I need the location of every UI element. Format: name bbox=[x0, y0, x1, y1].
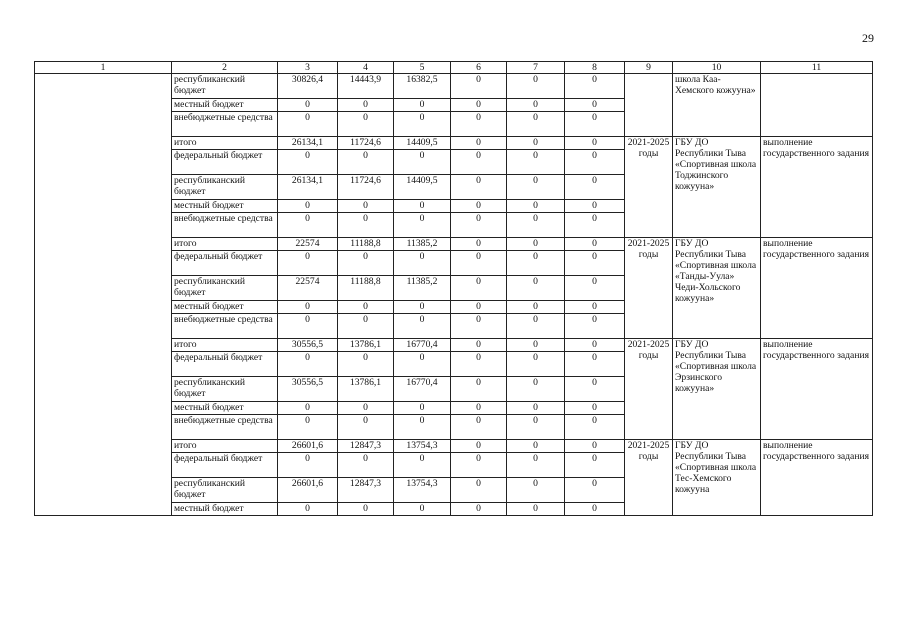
cell-funding-source: республиканский бюджет bbox=[172, 175, 278, 200]
cell-funding-source: местный бюджет bbox=[172, 503, 278, 516]
cell-funding-source: местный бюджет bbox=[172, 99, 278, 112]
cell-c3: 0 bbox=[278, 251, 338, 276]
column-header: 8 bbox=[565, 62, 625, 74]
cell-c8: 0 bbox=[565, 150, 625, 175]
cell-funding-source: федеральный бюджет bbox=[172, 453, 278, 478]
cell-c7: 0 bbox=[507, 74, 565, 99]
cell-funding-source: республиканский бюджет bbox=[172, 276, 278, 301]
cell-c8: 0 bbox=[565, 314, 625, 339]
cell-c4: 0 bbox=[338, 402, 394, 415]
cell-c6: 0 bbox=[451, 74, 507, 99]
cell-c7: 0 bbox=[507, 402, 565, 415]
cell-c6: 0 bbox=[451, 352, 507, 377]
cell-c7: 0 bbox=[507, 276, 565, 301]
column-header: 6 bbox=[451, 62, 507, 74]
cell-funding-source: внебюджетные средства bbox=[172, 213, 278, 238]
cell-c6: 0 bbox=[451, 175, 507, 200]
page-number: 29 bbox=[862, 31, 874, 45]
cell-executor: ГБУ ДО Республики Тыва «Спортивная школа Тоджинского кожууна» bbox=[673, 137, 761, 238]
cell-c5: 0 bbox=[394, 112, 451, 137]
cell-blank bbox=[35, 74, 172, 516]
cell-c5: 13754,3 bbox=[394, 478, 451, 503]
cell-c4: 0 bbox=[338, 314, 394, 339]
cell-c4: 11188,8 bbox=[338, 238, 394, 251]
cell-c6: 0 bbox=[451, 377, 507, 402]
cell-c4: 11724,6 bbox=[338, 175, 394, 200]
cell-c5: 0 bbox=[394, 251, 451, 276]
cell-c8: 0 bbox=[565, 112, 625, 137]
cell-c6: 0 bbox=[451, 112, 507, 137]
cell-c8: 0 bbox=[565, 402, 625, 415]
cell-c7: 0 bbox=[507, 112, 565, 137]
cell-period: 2021-2025 годы bbox=[625, 339, 673, 440]
cell-period bbox=[625, 74, 673, 137]
cell-c5: 0 bbox=[394, 150, 451, 175]
cell-c7: 0 bbox=[507, 415, 565, 440]
cell-c8: 0 bbox=[565, 200, 625, 213]
cell-c5: 14409,5 bbox=[394, 175, 451, 200]
cell-c3: 26134,1 bbox=[278, 175, 338, 200]
cell-c7: 0 bbox=[507, 352, 565, 377]
cell-c6: 0 bbox=[451, 453, 507, 478]
cell-c5: 16382,5 bbox=[394, 74, 451, 99]
cell-c5: 0 bbox=[394, 402, 451, 415]
cell-c3: 0 bbox=[278, 314, 338, 339]
cell-c4: 11188,8 bbox=[338, 276, 394, 301]
cell-c5: 16770,4 bbox=[394, 377, 451, 402]
cell-c5: 0 bbox=[394, 352, 451, 377]
cell-funding-source: местный бюджет bbox=[172, 200, 278, 213]
cell-c5: 16770,4 bbox=[394, 339, 451, 352]
cell-c4: 12847,3 bbox=[338, 440, 394, 453]
cell-c8: 0 bbox=[565, 251, 625, 276]
column-header: 7 bbox=[507, 62, 565, 74]
cell-c6: 0 bbox=[451, 402, 507, 415]
cell-c4: 0 bbox=[338, 200, 394, 213]
cell-c7: 0 bbox=[507, 503, 565, 516]
cell-c8: 0 bbox=[565, 440, 625, 453]
column-header: 3 bbox=[278, 62, 338, 74]
cell-c5: 0 bbox=[394, 301, 451, 314]
cell-c8: 0 bbox=[565, 478, 625, 503]
cell-c5: 13754,3 bbox=[394, 440, 451, 453]
cell-c8: 0 bbox=[565, 301, 625, 314]
cell-c8: 0 bbox=[565, 175, 625, 200]
cell-c3: 22574 bbox=[278, 276, 338, 301]
cell-c6: 0 bbox=[451, 301, 507, 314]
cell-c8: 0 bbox=[565, 339, 625, 352]
cell-c7: 0 bbox=[507, 150, 565, 175]
cell-c4: 0 bbox=[338, 453, 394, 478]
cell-c6: 0 bbox=[451, 314, 507, 339]
cell-c5: 0 bbox=[394, 200, 451, 213]
cell-funding-source: республиканский бюджет bbox=[172, 478, 278, 503]
cell-c6: 0 bbox=[451, 238, 507, 251]
cell-c7: 0 bbox=[507, 200, 565, 213]
cell-c6: 0 bbox=[451, 440, 507, 453]
column-header: 10 bbox=[673, 62, 761, 74]
cell-c7: 0 bbox=[507, 339, 565, 352]
cell-c6: 0 bbox=[451, 200, 507, 213]
cell-c6: 0 bbox=[451, 339, 507, 352]
cell-c4: 14443,9 bbox=[338, 74, 394, 99]
cell-executor: ГБУ ДО Республики Тыва «Спортивная школа «Танды-Уула» Чеди-Хольского кожууна» bbox=[673, 238, 761, 339]
cell-c8: 0 bbox=[565, 503, 625, 516]
cell-funding-source: федеральный бюджет bbox=[172, 251, 278, 276]
cell-c7: 0 bbox=[507, 99, 565, 112]
cell-result: выполнение государственного задания bbox=[761, 238, 873, 339]
cell-c3: 0 bbox=[278, 301, 338, 314]
column-header: 2 bbox=[172, 62, 278, 74]
cell-funding-source: федеральный бюджет bbox=[172, 150, 278, 175]
cell-c4: 0 bbox=[338, 112, 394, 137]
cell-c7: 0 bbox=[507, 301, 565, 314]
cell-c3: 0 bbox=[278, 402, 338, 415]
cell-c3: 0 bbox=[278, 352, 338, 377]
column-header: 1 bbox=[35, 62, 172, 74]
cell-c4: 0 bbox=[338, 352, 394, 377]
cell-c3: 0 bbox=[278, 99, 338, 112]
cell-c3: 30826,4 bbox=[278, 74, 338, 99]
cell-c7: 0 bbox=[507, 377, 565, 402]
column-header: 5 bbox=[394, 62, 451, 74]
cell-c7: 0 bbox=[507, 478, 565, 503]
cell-c7: 0 bbox=[507, 213, 565, 238]
budget-table bbox=[34, 61, 873, 516]
cell-c5: 0 bbox=[394, 503, 451, 516]
cell-c4: 0 bbox=[338, 301, 394, 314]
cell-c5: 11385,2 bbox=[394, 238, 451, 251]
cell-c8: 0 bbox=[565, 377, 625, 402]
cell-c8: 0 bbox=[565, 213, 625, 238]
cell-period: 2021-2025 годы bbox=[625, 238, 673, 339]
cell-c7: 0 bbox=[507, 175, 565, 200]
cell-c4: 0 bbox=[338, 150, 394, 175]
cell-c5: 0 bbox=[394, 415, 451, 440]
cell-c4: 11724,6 bbox=[338, 137, 394, 150]
cell-funding-source: внебюджетные средства bbox=[172, 314, 278, 339]
cell-c6: 0 bbox=[451, 478, 507, 503]
cell-c5: 0 bbox=[394, 314, 451, 339]
cell-c7: 0 bbox=[507, 453, 565, 478]
cell-c6: 0 bbox=[451, 415, 507, 440]
cell-result: выполнение государственного задания bbox=[761, 440, 873, 516]
cell-funding-source: республиканский бюджет bbox=[172, 74, 278, 99]
cell-c7: 0 bbox=[507, 251, 565, 276]
cell-c3: 0 bbox=[278, 453, 338, 478]
cell-c6: 0 bbox=[451, 150, 507, 175]
cell-executor: ГБУ ДО Республики Тыва «Спортивная школа Тес-Хемского кожууна bbox=[673, 440, 761, 516]
cell-funding-source: федеральный бюджет bbox=[172, 352, 278, 377]
cell-period: 2021-2025 годы bbox=[625, 137, 673, 238]
column-header: 9 bbox=[625, 62, 673, 74]
cell-c3: 30556,5 bbox=[278, 377, 338, 402]
cell-c3: 26601,6 bbox=[278, 440, 338, 453]
cell-funding-source: итого bbox=[172, 238, 278, 251]
cell-c8: 0 bbox=[565, 453, 625, 478]
cell-funding-source: внебюджетные средства bbox=[172, 112, 278, 137]
cell-funding-source: итого bbox=[172, 440, 278, 453]
cell-c5: 0 bbox=[394, 453, 451, 478]
cell-c4: 0 bbox=[338, 503, 394, 516]
cell-c3: 0 bbox=[278, 415, 338, 440]
cell-c5: 0 bbox=[394, 99, 451, 112]
cell-period: 2021-2025 годы bbox=[625, 440, 673, 516]
cell-c8: 0 bbox=[565, 415, 625, 440]
cell-c3: 26134,1 bbox=[278, 137, 338, 150]
cell-funding-source: местный бюджет bbox=[172, 301, 278, 314]
cell-c5: 11385,2 bbox=[394, 276, 451, 301]
cell-c7: 0 bbox=[507, 440, 565, 453]
cell-c4: 12847,3 bbox=[338, 478, 394, 503]
cell-result: выполнение государственного задания bbox=[761, 137, 873, 238]
cell-executor: школа Каа-Хемского кожууна» bbox=[673, 74, 761, 137]
cell-c4: 13786,1 bbox=[338, 339, 394, 352]
table-row bbox=[35, 74, 873, 99]
cell-c3: 0 bbox=[278, 150, 338, 175]
column-header: 4 bbox=[338, 62, 394, 74]
cell-c7: 0 bbox=[507, 314, 565, 339]
cell-c3: 0 bbox=[278, 200, 338, 213]
cell-funding-source: республиканский бюджет bbox=[172, 377, 278, 402]
cell-c8: 0 bbox=[565, 238, 625, 251]
column-header: 11 bbox=[761, 62, 873, 74]
cell-c8: 0 bbox=[565, 99, 625, 112]
cell-c3: 22574 bbox=[278, 238, 338, 251]
cell-c6: 0 bbox=[451, 251, 507, 276]
cell-c8: 0 bbox=[565, 352, 625, 377]
cell-c7: 0 bbox=[507, 137, 565, 150]
cell-c4: 0 bbox=[338, 99, 394, 112]
cell-c3: 0 bbox=[278, 213, 338, 238]
cell-c8: 0 bbox=[565, 137, 625, 150]
cell-funding-source: внебюджетные средства bbox=[172, 415, 278, 440]
cell-c6: 0 bbox=[451, 503, 507, 516]
cell-c8: 0 bbox=[565, 74, 625, 99]
cell-funding-source: местный бюджет bbox=[172, 402, 278, 415]
cell-c5: 0 bbox=[394, 213, 451, 238]
cell-c4: 0 bbox=[338, 213, 394, 238]
cell-result: выполнение государственного задания bbox=[761, 339, 873, 440]
cell-funding-source: итого bbox=[172, 339, 278, 352]
cell-c4: 13786,1 bbox=[338, 377, 394, 402]
cell-c5: 14409,5 bbox=[394, 137, 451, 150]
cell-c6: 0 bbox=[451, 213, 507, 238]
cell-c7: 0 bbox=[507, 238, 565, 251]
cell-c6: 0 bbox=[451, 99, 507, 112]
header-row bbox=[35, 62, 873, 74]
cell-c8: 0 bbox=[565, 276, 625, 301]
cell-c4: 0 bbox=[338, 251, 394, 276]
cell-c3: 30556,5 bbox=[278, 339, 338, 352]
cell-executor: ГБУ ДО Республики Тыва «Спортивная школа Эрзинского кожууна» bbox=[673, 339, 761, 440]
cell-c3: 0 bbox=[278, 112, 338, 137]
cell-c3: 0 bbox=[278, 503, 338, 516]
cell-funding-source: итого bbox=[172, 137, 278, 150]
cell-c6: 0 bbox=[451, 276, 507, 301]
cell-c4: 0 bbox=[338, 415, 394, 440]
cell-c3: 26601,6 bbox=[278, 478, 338, 503]
cell-c6: 0 bbox=[451, 137, 507, 150]
cell-result bbox=[761, 74, 873, 137]
